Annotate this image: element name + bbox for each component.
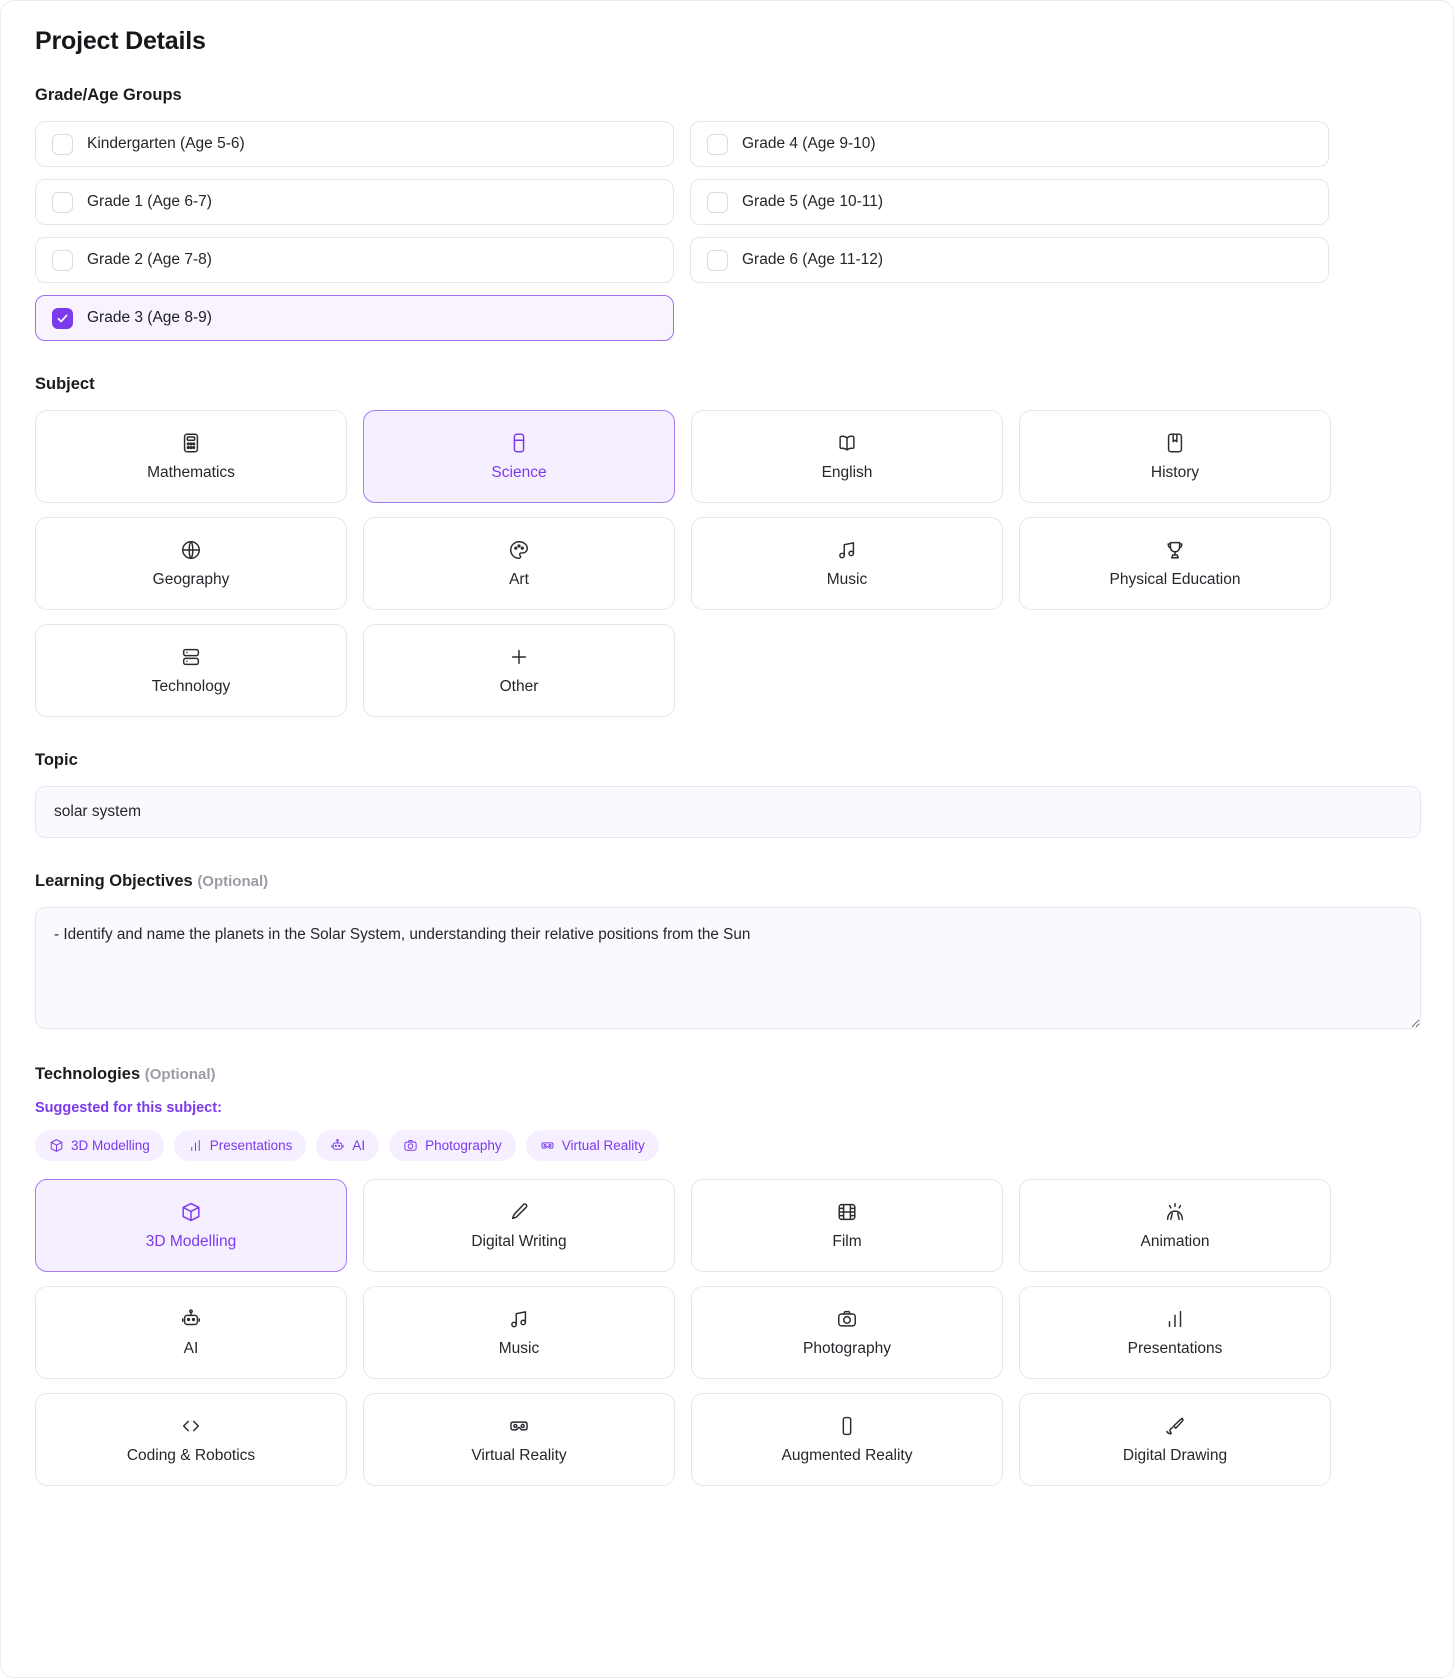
subject-option[interactable]	[363, 624, 675, 717]
subject-option[interactable]	[35, 410, 347, 503]
book-open-icon	[836, 432, 858, 454]
camera-icon	[403, 1138, 418, 1153]
suggested-title: Suggested for this subject:	[35, 1100, 222, 1116]
suggested-chip[interactable]	[174, 1130, 307, 1161]
technology-option-label: Coding & Robotics	[126, 1446, 256, 1464]
robot-icon	[180, 1308, 202, 1330]
music-note-icon	[836, 539, 858, 561]
suggested-chip[interactable]	[316, 1130, 379, 1161]
checkbox-icon[interactable]	[52, 192, 73, 213]
vr-goggles-icon	[540, 1138, 555, 1153]
grade-option-label: Grade 3 (Age 8-9)	[87, 309, 212, 326]
flask-icon	[508, 432, 530, 454]
technology-option[interactable]	[691, 1286, 1003, 1379]
topic-input[interactable]	[35, 786, 1421, 838]
technology-option[interactable]	[691, 1179, 1003, 1272]
technology-option[interactable]	[363, 1393, 675, 1486]
trophy-icon	[1164, 539, 1186, 561]
subject-section-label: Subject	[35, 375, 95, 393]
palette-icon	[508, 539, 530, 561]
subject-option-grid	[35, 410, 1421, 717]
grade-option-label: Grade 4 (Age 9-10)	[742, 135, 876, 152]
technology-option[interactable]	[35, 1179, 347, 1272]
plus-icon	[508, 646, 530, 668]
globe-icon	[180, 539, 202, 561]
phone-ar-icon	[836, 1415, 858, 1437]
grade-option[interactable]	[690, 121, 1329, 167]
checkbox-icon[interactable]	[707, 192, 728, 213]
camera-icon	[836, 1308, 858, 1330]
grade-option-label: Grade 2 (Age 7-8)	[87, 251, 212, 268]
technology-option[interactable]	[35, 1286, 347, 1379]
checkbox-icon[interactable]	[52, 308, 73, 329]
technology-option[interactable]	[35, 1393, 347, 1486]
subject-option-label: English	[821, 463, 873, 481]
grade-option[interactable]	[690, 237, 1329, 283]
technology-option-label: Virtual Reality	[471, 1446, 567, 1464]
technology-option-label: Photography	[803, 1339, 891, 1357]
bar-chart-icon	[1164, 1308, 1186, 1330]
suggested-chip[interactable]	[526, 1130, 659, 1161]
grade-group-list	[35, 121, 1421, 341]
vr-goggles-icon	[508, 1415, 530, 1437]
pencil-icon	[508, 1201, 530, 1223]
suggested-chip-label: 3D Modelling	[71, 1138, 150, 1153]
technology-option[interactable]	[691, 1393, 1003, 1486]
subject-option[interactable]	[691, 517, 1003, 610]
subject-option[interactable]	[363, 517, 675, 610]
technology-option[interactable]	[363, 1286, 675, 1379]
paintbrush-icon	[1164, 1415, 1186, 1437]
technology-option-label: Music	[498, 1339, 540, 1357]
bar-chart-icon	[188, 1138, 203, 1153]
subject-option-label: Mathematics	[147, 463, 235, 481]
technology-option-label: Digital Writing	[471, 1232, 567, 1250]
technology-option[interactable]	[1019, 1179, 1331, 1272]
technology-option-label: Digital Drawing	[1122, 1446, 1228, 1464]
grade-option-label: Kindergarten (Age 5-6)	[87, 135, 245, 152]
bookmark-book-icon	[1164, 432, 1186, 454]
cube-icon	[49, 1138, 64, 1153]
suggested-chip-label: AI	[352, 1138, 366, 1153]
subject-option-label: Physical Education	[1109, 570, 1241, 588]
technology-option-label: Augmented Reality	[781, 1446, 913, 1464]
objectives-label-text: Learning Objectives	[35, 872, 193, 890]
grade-option[interactable]	[690, 179, 1329, 225]
subject-option[interactable]	[35, 517, 347, 610]
subject-option-label: Other	[499, 677, 539, 695]
technologies-section-label	[35, 1065, 1421, 1084]
robot-icon	[330, 1138, 345, 1153]
code-brackets-icon	[180, 1415, 202, 1437]
technology-option[interactable]	[1019, 1286, 1331, 1379]
suggested-chip[interactable]	[35, 1130, 164, 1161]
technology-option[interactable]	[1019, 1393, 1331, 1486]
subject-option-label: Music	[826, 570, 868, 588]
checkbox-icon[interactable]	[707, 250, 728, 271]
technology-option-label: AI	[183, 1339, 199, 1357]
server-icon	[180, 646, 202, 668]
subject-option[interactable]	[1019, 517, 1331, 610]
grade-section-label: Grade/Age Groups	[35, 86, 182, 104]
technology-option-grid	[35, 1179, 1421, 1516]
technologies-optional-text: (Optional)	[144, 1066, 216, 1083]
grade-option[interactable]	[35, 121, 674, 167]
technology-option-label: Film	[832, 1232, 862, 1250]
film-icon	[836, 1201, 858, 1223]
suggested-chip-label: Presentations	[209, 1138, 293, 1153]
technology-option[interactable]	[363, 1179, 675, 1272]
suggested-chip-label: Photography	[425, 1138, 502, 1153]
animation-icon	[1164, 1201, 1186, 1223]
subject-option[interactable]	[1019, 410, 1331, 503]
grade-option-label: Grade 6 (Age 11-12)	[742, 251, 884, 268]
grade-option[interactable]	[35, 237, 674, 283]
technology-option-label: Presentations	[1127, 1339, 1223, 1357]
music-note-icon	[508, 1308, 530, 1330]
calculator-icon	[180, 432, 202, 454]
subject-option-label: Geography	[152, 570, 230, 588]
grade-option-label: Grade 5 (Age 10-11)	[742, 193, 884, 210]
suggested-chip-label: Virtual Reality	[561, 1138, 645, 1153]
grade-option-label: Grade 1 (Age 6-7)	[87, 193, 212, 210]
subject-option-label: Art	[509, 570, 529, 588]
technology-option-label: 3D Modelling	[145, 1232, 237, 1250]
subject-option[interactable]	[363, 410, 675, 503]
technology-option-label: Animation	[1140, 1232, 1210, 1250]
cube-icon	[180, 1201, 202, 1223]
suggested-chip[interactable]	[389, 1130, 516, 1161]
page-title: Project Details	[35, 27, 206, 55]
checkbox-icon[interactable]	[52, 134, 73, 155]
objectives-section-label	[35, 872, 1421, 891]
learning-objectives-textarea[interactable]	[35, 907, 1421, 1029]
objectives-optional-text: (Optional)	[197, 873, 269, 890]
subject-option[interactable]	[35, 624, 347, 717]
grade-option[interactable]	[35, 295, 674, 341]
checkbox-icon[interactable]	[52, 250, 73, 271]
subject-option-label: Science	[491, 463, 547, 481]
topic-section-label: Topic	[35, 751, 78, 769]
subject-option-label: History	[1150, 463, 1200, 481]
grade-option[interactable]	[35, 179, 674, 225]
subject-option-label: Technology	[151, 677, 231, 695]
suggested-chip-row	[35, 1130, 1421, 1161]
checkbox-icon[interactable]	[707, 134, 728, 155]
technologies-label-text: Technologies	[35, 1065, 141, 1083]
subject-option[interactable]	[691, 410, 1003, 503]
